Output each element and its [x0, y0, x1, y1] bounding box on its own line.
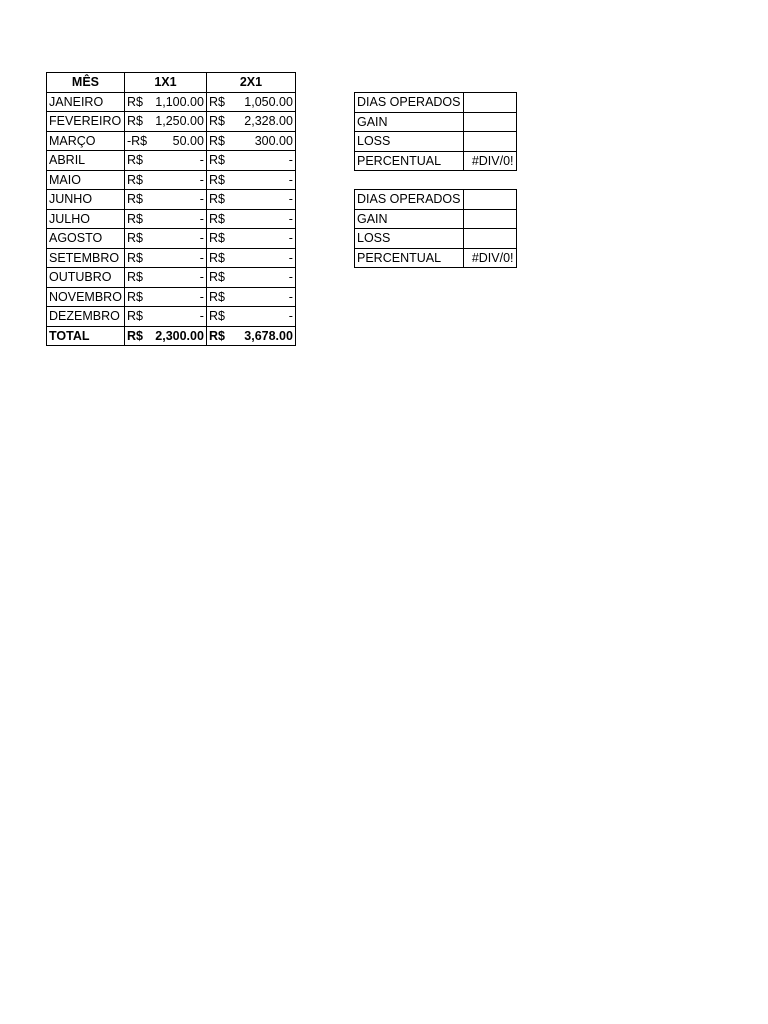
currency-symbol: R$ [126, 309, 143, 324]
value-2x1-cell[interactable] [206, 92, 295, 112]
currency-symbol: R$ [208, 289, 225, 304]
currency-symbol: R$ [126, 192, 143, 207]
value-1x1-cell[interactable] [124, 248, 206, 268]
currency-symbol: R$ [126, 153, 143, 168]
stat-value-cell[interactable]: #DIV/0! [463, 248, 516, 268]
total-row [47, 326, 296, 346]
month-cell[interactable]: NOVEMBRO [47, 287, 125, 307]
stat-value-cell[interactable] [463, 132, 516, 152]
total-1x1-cell[interactable] [124, 326, 206, 346]
currency-symbol: -R$ [126, 133, 148, 148]
amount: 300.00 [254, 133, 293, 148]
stats-table-2 [354, 189, 517, 268]
value-1x1-cell[interactable] [124, 229, 206, 249]
stat-label-cell[interactable]: PERCENTUAL [355, 248, 464, 268]
currency-symbol: R$ [208, 192, 225, 207]
stats-row [355, 229, 517, 249]
stats-row [355, 112, 517, 132]
currency-symbol: R$ [208, 153, 225, 168]
currency-symbol: R$ [208, 211, 225, 226]
header-1x1[interactable]: 1X1 [124, 73, 206, 93]
stat-label-cell[interactable]: PERCENTUAL [355, 151, 464, 171]
amount: - [199, 270, 204, 285]
table-row [47, 287, 296, 307]
currency-symbol: R$ [126, 114, 143, 129]
value-1x1-cell[interactable] [124, 307, 206, 327]
table-row [47, 229, 296, 249]
table-row [47, 151, 296, 171]
month-cell[interactable]: JULHO [47, 209, 125, 229]
amount: - [288, 211, 293, 226]
value-2x1-cell[interactable] [206, 151, 295, 171]
value-1x1-cell[interactable] [124, 151, 206, 171]
table-row [47, 248, 296, 268]
value-1x1-cell[interactable] [124, 268, 206, 288]
amount: - [288, 172, 293, 187]
table-row [47, 307, 296, 327]
month-cell[interactable]: FEVEREIRO [47, 112, 125, 132]
stats-table-1 [354, 92, 517, 171]
stat-value-cell[interactable] [463, 93, 516, 113]
currency-symbol: R$ [126, 211, 143, 226]
table-row [47, 92, 296, 112]
amount: - [199, 192, 204, 207]
value-2x1-cell[interactable] [206, 307, 295, 327]
table-row [47, 131, 296, 151]
table-row [47, 209, 296, 229]
value-1x1-cell[interactable] [124, 209, 206, 229]
value-2x1-cell[interactable] [206, 287, 295, 307]
amount: - [199, 250, 204, 265]
value-2x1-cell[interactable] [206, 170, 295, 190]
value-2x1-cell[interactable] [206, 248, 295, 268]
value-1x1-cell[interactable] [124, 287, 206, 307]
amount: - [199, 172, 204, 187]
currency-symbol: R$ [126, 94, 143, 109]
month-cell[interactable]: ABRIL [47, 151, 125, 171]
amount: - [199, 231, 204, 246]
header-month[interactable]: MÊS [47, 73, 125, 93]
amount: 3,678.00 [244, 328, 293, 343]
currency-symbol: R$ [208, 231, 225, 246]
table-row [47, 112, 296, 132]
amount: - [288, 270, 293, 285]
month-cell[interactable]: OUTUBRO [47, 268, 125, 288]
month-cell[interactable]: JUNHO [47, 190, 125, 210]
amount: - [199, 289, 204, 304]
stats-row [355, 93, 517, 113]
header-row [47, 73, 296, 93]
amount: - [288, 231, 293, 246]
stats-row [355, 151, 517, 171]
currency-symbol: R$ [208, 328, 225, 343]
header-2x1[interactable]: 2X1 [206, 73, 295, 93]
amount: - [288, 309, 293, 324]
month-cell[interactable]: DEZEMBRO [47, 307, 125, 327]
stat-label-cell[interactable]: GAIN [355, 209, 464, 229]
month-cell[interactable]: JANEIRO [47, 92, 125, 112]
value-1x1-cell[interactable] [124, 92, 206, 112]
stats-row [355, 209, 517, 229]
table-row [47, 190, 296, 210]
amount: 2,328.00 [244, 114, 293, 129]
amount: 2,300.00 [155, 328, 204, 343]
amount: 50.00 [172, 133, 204, 148]
stat-label-cell[interactable]: LOSS [355, 132, 464, 152]
currency-symbol: R$ [208, 133, 225, 148]
amount: 1,250.00 [155, 114, 204, 129]
stats-row [355, 132, 517, 152]
stat-value-cell[interactable] [463, 229, 516, 249]
currency-symbol: R$ [208, 250, 225, 265]
currency-symbol: R$ [208, 270, 225, 285]
value-1x1-cell[interactable] [124, 170, 206, 190]
stat-label-cell[interactable]: LOSS [355, 229, 464, 249]
amount: 1,050.00 [244, 94, 293, 109]
value-2x1-cell[interactable] [206, 112, 295, 132]
currency-symbol: R$ [208, 94, 225, 109]
stat-value-cell[interactable] [463, 209, 516, 229]
value-2x1-cell[interactable] [206, 131, 295, 151]
stats-row [355, 190, 517, 210]
amount: - [199, 211, 204, 226]
value-1x1-cell[interactable] [124, 131, 206, 151]
month-cell[interactable]: AGOSTO [47, 229, 125, 249]
table-row [47, 170, 296, 190]
stat-value-cell[interactable]: #DIV/0! [463, 151, 516, 171]
currency-symbol: R$ [126, 172, 143, 187]
value-1x1-cell[interactable] [124, 190, 206, 210]
value-2x1-cell[interactable] [206, 229, 295, 249]
monthly-results-table [46, 72, 296, 346]
value-1x1-cell[interactable] [124, 112, 206, 132]
value-2x1-cell[interactable] [206, 209, 295, 229]
currency-symbol: R$ [126, 231, 143, 246]
stats-row [355, 248, 517, 268]
stat-value-cell[interactable] [463, 112, 516, 132]
stat-value-cell[interactable] [463, 190, 516, 210]
amount: - [288, 153, 293, 168]
currency-symbol: R$ [126, 328, 143, 343]
amount: - [288, 289, 293, 304]
value-2x1-cell[interactable] [206, 190, 295, 210]
total-label[interactable]: TOTAL [47, 326, 125, 346]
amount: - [199, 309, 204, 324]
amount: - [288, 250, 293, 265]
amount: - [199, 153, 204, 168]
month-cell[interactable]: MAIO [47, 170, 125, 190]
currency-symbol: R$ [208, 114, 225, 129]
total-2x1-cell[interactable] [206, 326, 295, 346]
amount: - [288, 192, 293, 207]
currency-symbol: R$ [126, 289, 143, 304]
value-2x1-cell[interactable] [206, 268, 295, 288]
month-cell[interactable]: SETEMBRO [47, 248, 125, 268]
month-cell[interactable]: MARÇO [47, 131, 125, 151]
currency-symbol: R$ [126, 270, 143, 285]
stat-label-cell[interactable]: GAIN [355, 112, 464, 132]
stat-label-cell[interactable]: DIAS OPERADOS [355, 93, 464, 113]
stat-label-cell[interactable]: DIAS OPERADOS [355, 190, 464, 210]
table-row [47, 268, 296, 288]
currency-symbol: R$ [208, 172, 225, 187]
currency-symbol: R$ [208, 309, 225, 324]
amount: 1,100.00 [155, 94, 204, 109]
currency-symbol: R$ [126, 250, 143, 265]
